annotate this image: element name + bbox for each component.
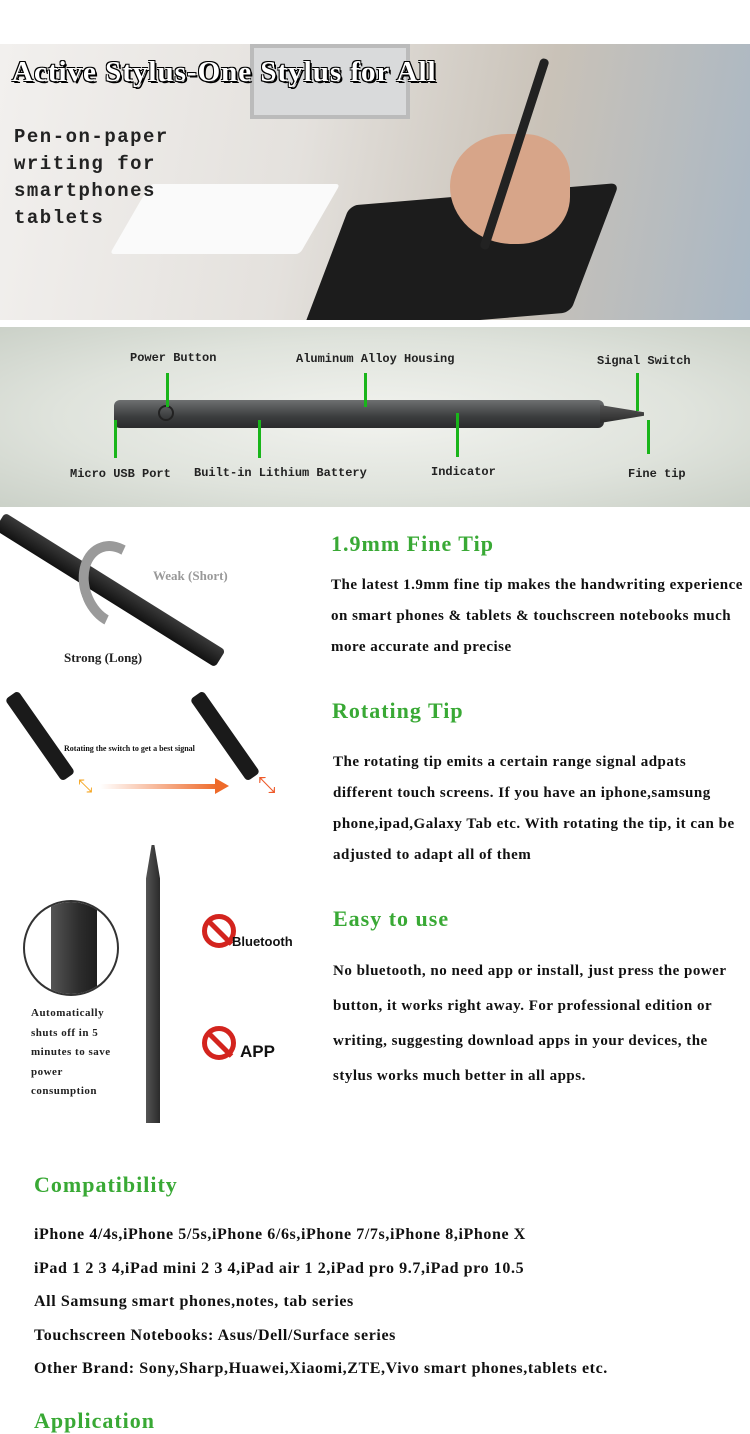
bluetooth-label: Bluetooth (232, 934, 293, 949)
hero-subtitle (14, 124, 169, 232)
label-usb: Micro USB Port (70, 467, 171, 481)
easy-text: No bluetooth, no need app or install, just press the power button, it works right away. For professional edition or writing, suggesting download apps in your devices, the stylus works much better in all apps. (333, 963, 727, 1084)
red-double-arrow-icon: ⤡ (258, 772, 276, 797)
compat-line: All Samsung smart phones,notes, tab series (34, 1293, 354, 1310)
orange-double-arrow-icon: ⤡ (78, 776, 93, 796)
fine-tip-heading: 1.9mm Fine Tip (331, 531, 494, 556)
arrow-icon (456, 413, 459, 457)
stylus-closeup (23, 900, 119, 996)
compat-line: Other Brand: Sony,Sharp,Huawei,Xiaomi,ZTE,Vivo smart phones,tablets etc. (34, 1360, 608, 1377)
stylus-image (146, 845, 160, 1123)
weak-label: Weak (Short) (153, 568, 228, 583)
fine-tip-text: The latest 1.9mm fine tip makes the handwriting experience on smart phones & tablets & touchscreen notebooks much more accurate and precise (331, 577, 743, 655)
arrow-head-icon (215, 778, 229, 794)
arrow-icon (647, 420, 650, 454)
no-bluetooth-icon (202, 914, 236, 948)
label-battery: Built-in Lithium Battery (194, 466, 367, 480)
subtitle-line: Pen-on-paper (14, 126, 169, 148)
label-fine-tip: Fine tip (628, 467, 686, 481)
arrow-icon (636, 373, 639, 411)
arrow-icon (114, 420, 117, 458)
compatibility-list (34, 1218, 608, 1386)
stylus-body (114, 400, 604, 428)
label-signal-switch: Signal Switch (597, 354, 691, 368)
stylus-image (190, 690, 260, 781)
app-label: APP (240, 1042, 275, 1061)
label-power-button: Power Button (130, 351, 217, 365)
compat-line: iPhone 4/4s,iPhone 5/5s,iPhone 6/6s,iPhone 7/7s,iPhone 8,iPhone X (34, 1226, 526, 1243)
subtitle-line: tablets (14, 207, 105, 229)
subtitle-line: smartphones (14, 180, 156, 202)
compatibility-heading: Compatibility (34, 1172, 178, 1197)
strong-label: Strong (Long) (64, 650, 143, 665)
rotating-caption: Rotating the switch to get a best signal (64, 744, 195, 753)
rotating-text: The rotating tip emits a certain range signal adpats different touch screens. If you have an iphone,samsung phone,ipad,Galaxy Tab etc. With rotating the tip, it can be adjusted to adapt all of them (333, 754, 735, 863)
label-housing: Aluminum Alloy Housing (296, 352, 455, 366)
no-app-icon (202, 1026, 236, 1060)
label-indicator: Indicator (431, 465, 496, 479)
arrow-icon (258, 420, 261, 458)
compat-line: Touchscreen Notebooks: Asus/Dell/Surface series (34, 1326, 396, 1344)
arrow-icon (166, 373, 169, 407)
hero-banner (0, 44, 750, 320)
hero-title: Active Stylus-One Stylus for All (12, 56, 437, 88)
easy-heading: Easy to use (333, 906, 450, 931)
rotating-illustration (0, 700, 320, 810)
stylus-image (5, 690, 75, 781)
application-heading: Application (34, 1408, 156, 1433)
arrow-icon (100, 784, 218, 789)
power-button-graphic (158, 405, 174, 421)
fine-tip-illustration (0, 520, 320, 670)
subtitle-line: writing for (14, 153, 156, 175)
stylus-parts-diagram (0, 327, 750, 507)
auto-off-text: Automatically shuts off in 5 minutes to save power consumption (31, 1007, 111, 1097)
arrow-icon (364, 373, 367, 407)
compat-line: iPad 1 2 3 4,iPad mini 2 3 4,iPad air 1 2,iPad pro 9.7,iPad pro 10.5 (34, 1259, 525, 1277)
rotating-heading: Rotating Tip (332, 698, 464, 723)
